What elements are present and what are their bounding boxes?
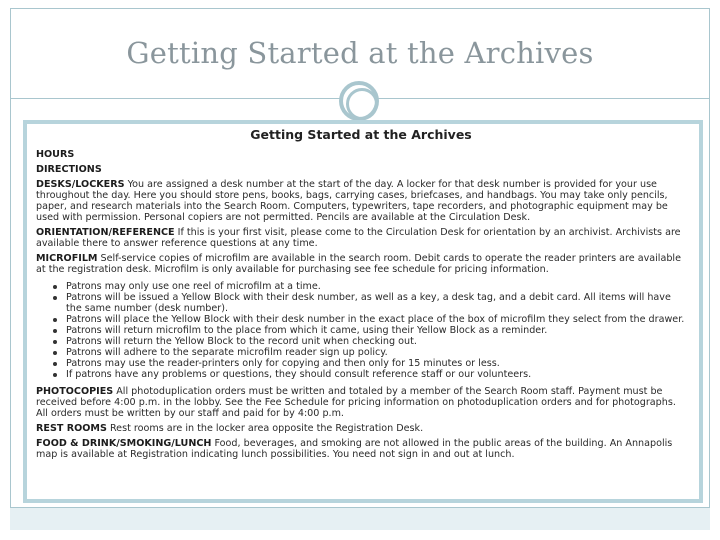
desks-lockers-section [36,179,686,223]
divider-circle-ornament [339,81,379,121]
microfilm-text: Self-service copies of microfilm are available in the search room. Debit cards to operate the reader printers are available at the registration desk. Microfilm is only available for purchasing see fee schedule for pricing information. [36,253,682,275]
photocopies-section [36,386,686,419]
list-item: Patrons will be issued a Yellow Block with their desk number, as well as a key, a desk tag, and a debit card. All items will have the same number (desk number). [36,292,686,314]
document-title: Getting Started at the Archives [250,127,472,142]
list-item: Patrons will adhere to the separate microfilm reader sign up policy. [36,347,686,358]
food-section [36,438,686,460]
microfilm-heading: MICROFILM [36,253,98,264]
photocopies-heading: PHOTOCOPIES [36,386,114,397]
list-item: Patrons may only use one reel of microfilm at a time. [36,281,686,292]
desks-lockers-heading: DESKS/LOCKERS [36,179,125,190]
desks-lockers-text: You are assigned a desk number at the start of the day. A locker for that desk number is provided for your use throughout the day. Here you should store pens, books, bags, carrying cases, briefcases, and handbags. You may take only pencils, paper, and research materials into the Search Room. Computers, typewriters, tape recorders, and photographic equipment may be used with permission. Personal copiers are not permitted. Pencils are available at the Circulation Desk. [36,179,668,223]
food-heading: FOOD & DRINK/SMOKING/LUNCH [36,438,212,449]
list-item: Patrons will return the Yellow Block to the record unit when checking out. [36,336,686,347]
microfilm-rules-list [36,281,686,380]
orientation-text: If this is your first visit, please come to the Circulation Desk for orientation by an archivist. Archivists are available there to answer reference questions at any time. [36,227,681,249]
list-item: Patrons will return microfilm to the place from which it came, using their Yellow Block as a reminder. [36,325,686,336]
list-item: Patrons may use the reader-printers only for copying and then only for 15 minutes or less. [36,358,686,369]
microfilm-section [36,253,686,275]
directions-heading: DIRECTIONS [36,164,102,175]
document-image [36,127,686,470]
restrooms-text: Rest rooms are in the locker area opposite the Registration Desk. [106,423,424,434]
list-item: Patrons will place the Yellow Block with their desk number in the exact place of the box of microfilm they select from the drawer. [36,314,686,325]
photocopies-text: All photoduplication orders must be written and totaled by a member of the Search Room staff. Payment must be received before 4:00 p.m. in the lobby. See the Fee Schedule for pricing information on photoduplication orders and for photographs. All orders must be written by our staff and paid for by 4:00 p.m. [36,386,676,419]
orientation-heading: ORIENTATION/REFERENCE [36,227,175,238]
slide-footer-bar [10,507,710,530]
orientation-section [36,227,686,249]
list-item: If patrons have any problems or questions, they should consult reference staff or our volunteers. [36,369,686,380]
food-text: Food, beverages, and smoking are not allowed in the public areas of the building. An Annapolis map is available at Registration indicating lunch possibilities. You need not sign in and out at lunch. [36,438,673,460]
restrooms-heading: REST ROOMS [36,423,107,434]
hours-heading: HOURS [36,149,75,160]
restrooms-section [36,423,686,434]
slide-title: Getting Started at the Archives [126,36,594,70]
